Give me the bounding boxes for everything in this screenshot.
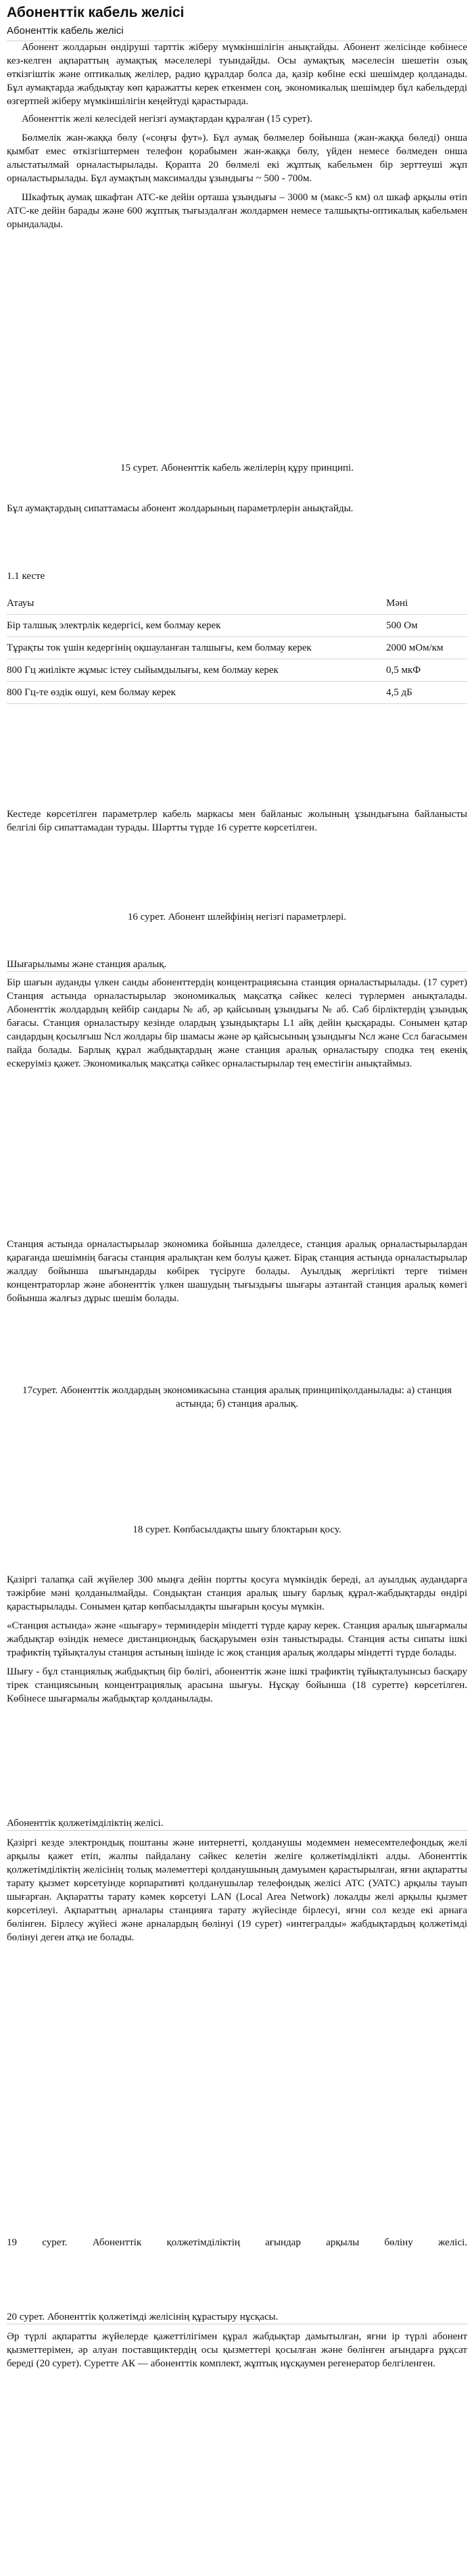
figure-17-caption: 17сурет. Абоненттік жолдардың экономикасына станция аралық принципіқолданылады: а) станция астында; б) станция аралық. bbox=[22, 1385, 452, 1409]
figure-19-caption: 19 сурет. Абоненттік қолжетімділіктің ағындар арқылы бөліну желісі. bbox=[7, 2237, 467, 2248]
table-cell-value: 500 Ом bbox=[386, 620, 418, 631]
paragraph-modern-systems: Қазіргі талапқа сай жүйелер 300 мыңға дейін портты қосуға мүмкіндік береді, ал ауылдық аудандарға тәжірбие мәні қолданылмайды. Сондықтан станция аралық шығу барлық құрал-жабдықтарды өндірі қарастырылады. Сонымен қатар көпбасылдақты шығарын қосуы мүмкін. bbox=[7, 1574, 467, 1612]
table-cell-name: Тұрақты ток үшін кедергінің оқшауланған талшығы, кем болмау керек bbox=[7, 642, 312, 653]
table-cell-name: 800 Гц-те өздік өшуі, кем болмау керек bbox=[7, 687, 176, 698]
figure-20-caption: 20 сурет. Абоненттік қолжетімді желісінің құрастыру нұсқасы. bbox=[7, 2310, 467, 2324]
table-row bbox=[7, 615, 467, 637]
section-heading-output-station: Шығарылымы және станция аралық. bbox=[7, 958, 467, 972]
table-header-name: Атауы bbox=[7, 598, 34, 609]
document-page bbox=[0, 4, 474, 2576]
table-cell-value: 0,5 мкФ bbox=[386, 665, 421, 676]
table-cell-name: Бір талшық электрлік кедергісі, кем болмау керек bbox=[7, 620, 221, 631]
parameters-table bbox=[7, 592, 467, 704]
table-row bbox=[7, 659, 467, 682]
table-cell-value: 2000 мОм/км bbox=[386, 642, 444, 653]
table-header-row bbox=[7, 592, 467, 615]
table-label: 1.1 кесте bbox=[7, 571, 45, 582]
paragraph-station-economics: Станция астында орналастырылар экономика бойынша дәлелдесе, станция аралық орналастырылардан қарағанда шешімнің бағасы станция аралықтан кем болуы қажет. Бірақ станция астында орналастырылар жалдау бойынша шығындарды көбірек түсіруге болады. Ауылдық жергілікті терге тиімен концентраторлар және абоненттік үлкен шашудың тығыздығы шығары аэтантай станция аралық көмегі бойынша жалғыз дұрыс шешім болады. bbox=[7, 1239, 467, 1304]
table-cell-name: 800 Гц жиілікте жұмыс істеу сыйымдылығы, кем болмау керек bbox=[7, 665, 279, 676]
section-heading-access-network: Абоненттік қолжетімділіктің желісі. bbox=[7, 1817, 467, 1831]
paragraph-terms: «Станция астында» және «шығару» терминдерін міндетті түрде қарау керек. Станция аралық шығармалы жабдықтар өзіндік немесе дистанциондық басқаруымен өзін таныстырады. Станция асты сипаты ішкі трафиктің тұйықталуы станция астының ішінде іс жоқ станция аралық жолдары міндетті түрде болады. bbox=[7, 1620, 467, 1658]
paragraph-areas: Абоненттік желі келесідей негізгі аумақтардан құралған (15 сурет). bbox=[22, 114, 313, 124]
figure-15-caption: 15 сурет. Абоненттік кабель желілерің құру принципі. bbox=[120, 463, 354, 473]
paragraph-room-distribution: Бөлмелік жан-жаққа бөлу («соңғы фут»). Бұл аумақ бөлмелер бойынша (жан-жаққа бөледі) онша қымбат емес өткізгіштермен телефон қорабымен жан-жаққа бөлу, үйден немесе бөлмеден онша алыстатылмай орналастырылады. Қорапта 20 бөлмелі екі жұптық кабельмен бір зерттеуші жұп орналастырылады. Бұл аумақтың максималды ұзындығы ~ 500 - 700м. bbox=[7, 133, 467, 184]
table-cell-value: 4,5 дБ bbox=[386, 687, 412, 698]
paragraph-area-characteristics: Бұл аумақтардың сипаттамасы абонент жолдарының параметрлерін анықтайды. bbox=[7, 503, 354, 514]
paragraph-output-definition: Шығу - бұл станциялық жабдықтың бір бөлігі, абоненттік және ішкі трафиктің тұйықталуынсыз басқару тірек станциясының концентрациялық арасына шығуы. Нұсқау бойынша (18 суретте) көрсетілген. Көбінесе шығармалы жабдықтар қолданылады. bbox=[7, 1666, 467, 1704]
page-title: Абоненттік кабель желісі bbox=[7, 5, 185, 20]
paragraph-access-network: Қазіргі кезде электрондық поштаны және интернетті, қолданушы модеммен немесемтелефондық желі арқылы қажет етіп, жалпы пайдалану сәйкес келетін желіге қолжетімділікті алды. Абоненттік қолжетімділіктің желісінің толық мәлеметтері қолданушының дамуымен қарастырылған, яғни ақпаратты тарату қызмет көрсетуінде корпаративті қолданушылар телефондық желісі АТС (УАТС) арқылы тауып шығарған. Ақпаратты тарату кәмек көрсетуі LAN (Local Area Network) локалды желі арқылы қызмет көрсетілеуі. Ақпараттың арналары станцияға тарату жүйесінде бірлесуі, яғни сол кезде екі арнаға бөлінген. Бірлесу жүйесі және арналардың бөлінуі (19 сурет) «интегралды» жабдықтардың қолжетімді бөлінуі деген атқа ие болады. bbox=[7, 1837, 467, 1943]
paragraph-information-systems: Әр түрлі ақпаратты жүйелерде қажеттілігімен құрал жабдықтар дамытылған, яғни іp түрлі абонент қызметтерімен, әр алуан поставщиктердің осы қызметтері қосылған және бөлінген ағындарға рұқсат береді (20 сурет). Суретте АК — абоненттік комплект, жұптық нұсқаумен регенератор белгіленген. bbox=[7, 2331, 467, 2369]
table-header-value: Мәні bbox=[386, 598, 408, 609]
table-row bbox=[7, 682, 467, 704]
section-subtitle: Абоненттік кабель желісі bbox=[7, 24, 467, 41]
table-row bbox=[7, 637, 467, 659]
figure-16-caption: 16 сурет. Абонент шлейфінің негізгі параметрлері. bbox=[127, 912, 347, 922]
paragraph-table-note: Кестеде көрсетілген параметрлер кабель маркасы мен байланыс жолының ұзындығына байланысты белгілі бір сипаттамадан турады. Шартты түрде 16 суретте көрсетілген. bbox=[7, 809, 467, 833]
figure-18-caption: 18 сурет. Көпбасылдақты шығу блоктарын қосу. bbox=[133, 1524, 341, 1535]
paragraph-intro: Абонент жолдарын өндіруші тарттік жіберу мүмкіншілігін анықтайды. Абонент желісінде көбінесе кез-келген ақпараттың аумақтық мәселелері туындайды. Осы аумақтық мәселесін шешетін озық өткізгіштік және оптикалық желілер, радио құралдар болса да, қазір көбіне ескі шешімдер қолданады. Бұл аумақтарда жабдықтау көп қаражатты керек еткенмен соң, экономикалық шешімдер бұл кабельдерді өзгертпей жіберу мүмкіншілігін кеңейтуді қарастырада. bbox=[7, 42, 467, 107]
paragraph-cabinet-area: Шкафтық аумақ шкафтан АТС-ке дейін орташа ұзындығы – 3000 м (макс-5 км) ол шкаф арқылы өтіп АТС-ке дейін барады және 600 жұптық тығыздалған жолдармен немесе талшықты-оптикалық кабельмен орындалады. bbox=[7, 192, 467, 230]
paragraph-station-placement: Бір шағын ауданды үлкен санды абоненттердің концентрациясына станция орналастырылады. (17 сурет) Станция астында орналастырылар экономикалық мақсатқа сәйкес келесі түрлермен анықталады. Абоненттік жолдардың кейбір сандары № аб, әр қайсының ұзындығы № аб. Саб бірліктердің ұзындық бағасы. Станция орналастыру кезінде олардың ұзындықтары L1 айқ дейін қысқарады. Сонымен қатар сандардың қосылғыш Nсл жолдары бір шамасы және әр қайсысының ұзындығы Nсл және Ссл бағасымен пайда болады. Барлық құрал жабдықтардың және станция аралық орналастыру сподка тең екеніқ ескеруіміз қажет. Экономикалық мақсатқа сәйкес орналастырылар тең еместігін анықтаймыз. bbox=[7, 977, 467, 1069]
